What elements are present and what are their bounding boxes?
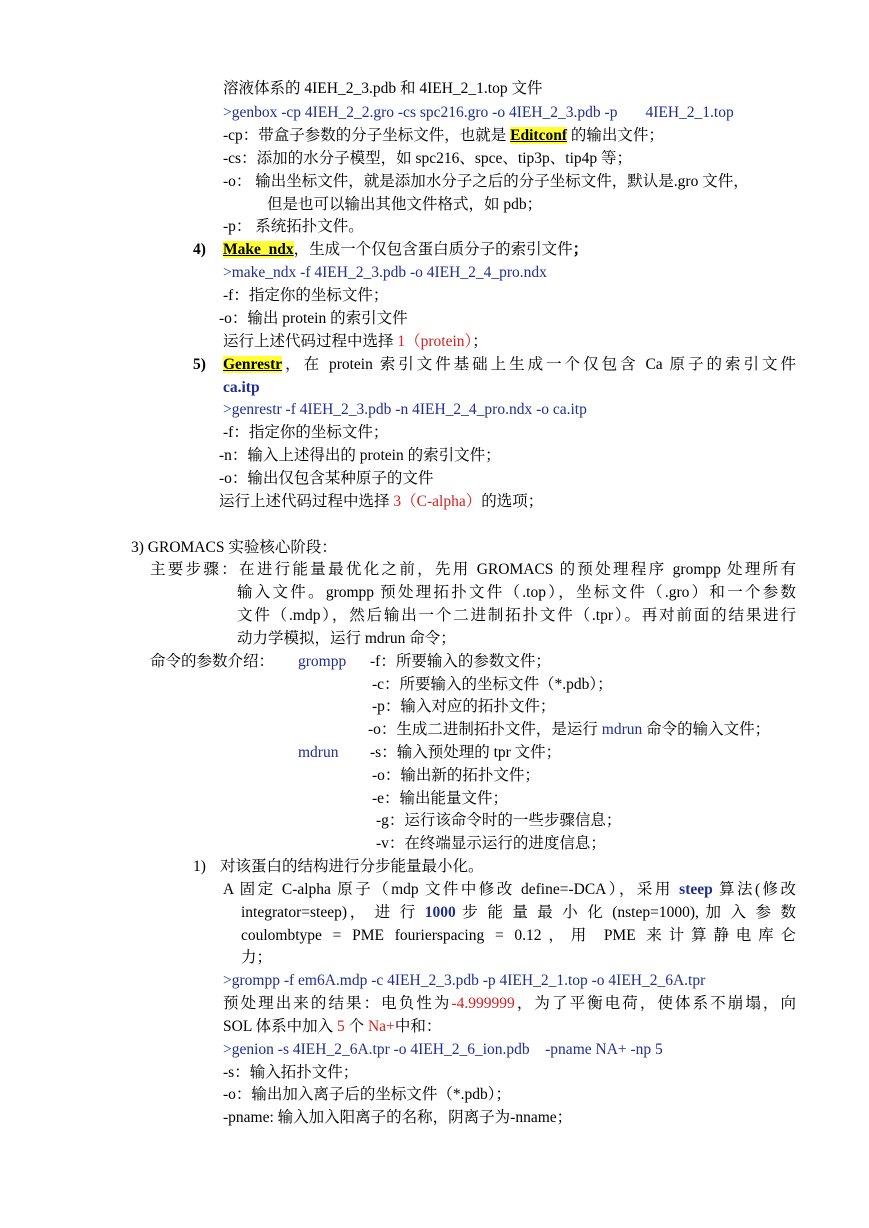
- genrestr-n-line: -n：输入上述得出的 protein 的索引文件；: [219, 447, 501, 464]
- genrestr-run-line: [219, 491, 543, 513]
- genrestr-command: >genrestr -f 4IEH_2_3.pdb -n 4IEH_2_4_pro.ndx -o ca.itp: [223, 401, 587, 418]
- min-a1-text: A 固定 C-alpha 原子（mdp 文件中修改 define=-DCA），采用: [223, 881, 680, 898]
- min-a2-suffix: 步 能 量 最 小 化 (nstep=1000), 加 入 参 数: [455, 904, 796, 921]
- genbox-cp-line: [223, 125, 664, 147]
- min-sol-line: [223, 1016, 441, 1038]
- min-pname-line: -pname: 输入加入阳离子的名称，阴离子为-nname；: [223, 1109, 573, 1126]
- genbox-command-a: >genbox -cp 4IEH_2_2.gro -cs spc216.gro -o 4IEH_2_3.pdb -p: [223, 104, 618, 121]
- min-sol-ion: Na+: [367, 1018, 395, 1035]
- min-a-line-2: [241, 902, 796, 924]
- grompp-o-suffix: 命令的输入文件；: [642, 721, 771, 738]
- mdrun-s: -s：输入预处理的 tpr 文件；: [370, 744, 562, 761]
- step-number-4: 4): [193, 241, 206, 258]
- step-number-5: 5): [193, 356, 206, 373]
- min-grompp-command: >grompp -f em6A.mdp -c 4IEH_2_3.pdb -p 4IEH_2_1.top -o 4IEH_2_6A.tpr: [223, 972, 706, 989]
- min-s-line: -s：输入拓扑文件；: [223, 1064, 359, 1081]
- min-genion-command: >genion -s 4IEH_2_6A.tpr -o 4IEH_2_6_ion.pdb -pname NA+ -np 5: [223, 1041, 663, 1058]
- grompp-f: -f：所要输入的参数文件；: [370, 653, 551, 670]
- genbox-p-line: -p： 系统拓扑文件。: [223, 218, 364, 235]
- min-title: 对该蛋白的结构进行分步能量最小化。: [220, 858, 484, 875]
- makendx-f-line: -f：指定你的坐标文件；: [223, 287, 389, 304]
- genbox-intro: 溶液体系的 4IEH_2_3.pdb 和 4IEH_2_1.top 文件: [223, 80, 543, 97]
- min-a-line-3: coulombtype = PME fourierspacing = 0.12，用 PME 来计算静电库仑: [241, 927, 796, 944]
- grompp-o: [368, 719, 770, 741]
- min-a-line-4: 力；: [241, 949, 273, 966]
- genrestr-o-line: -o：输出仅包含某种原子的文件: [219, 470, 434, 487]
- genbox-cs-line: -cs：添加的水分子模型，如 spc216、spce、tip3p、tip4p 等；: [223, 150, 633, 167]
- core-heading: 3) GROMACS 实验核心阶段：: [131, 539, 337, 556]
- min-step-number: 1): [193, 858, 206, 875]
- makendx-command: >make_ndx -f 4IEH_2_3.pdb -o 4IEH_2_4_pro.ndx: [223, 264, 547, 281]
- makendx-run-line: [223, 331, 488, 353]
- grompp-p: -p：输入对应的拓扑文件；: [372, 698, 556, 715]
- editconf-highlight: Editconf: [510, 127, 568, 144]
- genbox-command-b: 4IEH_2_1.top: [645, 104, 734, 121]
- genrestr-highlight: Genrestr: [223, 356, 283, 373]
- mdrun-e: -e：输出能量文件；: [372, 790, 509, 807]
- makendx-title: [223, 239, 588, 261]
- mdrun-g: -g：运行该命令时的一些步骤信息；: [376, 812, 622, 829]
- core-steps-4: 动力学模拟，运行 mdrun 命令；: [237, 630, 456, 647]
- min-result-value: -4.999999: [451, 995, 515, 1012]
- min-sol-text: SOL 体系中加入: [223, 1018, 337, 1035]
- min-sol-count: 5: [336, 1018, 345, 1035]
- makendx-run-text: 运行上述代码过程中选择: [223, 333, 398, 350]
- min-sol-mid: 个: [344, 1018, 368, 1035]
- makendx-title-text: ，生成一个仅包含蛋白质分子的索引文件: [293, 241, 573, 258]
- params-label: 命令的参数介绍：: [150, 653, 275, 670]
- min-result-line: [223, 993, 796, 1015]
- min-o-line: -o：输出加入离子后的坐标文件（*.pdb）；: [223, 1086, 512, 1103]
- min-sol-suffix: 中和：: [394, 1018, 442, 1035]
- makendx-run-suffix: ；: [472, 333, 488, 350]
- makendx-o-line: -o：输出 protein 的索引文件: [219, 310, 408, 327]
- mdrun-v: -v：在终端显示运行的进度信息；: [376, 835, 606, 852]
- genrestr-title: [223, 354, 796, 376]
- min-a1-steep: steep: [679, 881, 713, 898]
- core-steps-3: 文件（.mdp），然后输出一个二进制拓扑文件（.tpr）。再对前面的结果进行: [237, 607, 796, 624]
- grompp-c: -c：所要输入的坐标文件（*.pdb）；: [372, 676, 613, 693]
- genbox-cp-text: -cp：带盒子参数的分子坐标文件，也就是: [223, 127, 511, 144]
- mdrun-o: -o：输出新的拓扑文件；: [372, 767, 540, 784]
- grompp-label: grompp: [298, 653, 347, 670]
- genrestr-run-text: 运行上述代码过程中选择: [219, 493, 394, 510]
- makendx-highlight: Make_ndx: [223, 241, 294, 258]
- min-a2-steps: 1000: [424, 904, 456, 921]
- mdrun-label: mdrun: [298, 744, 339, 761]
- makendx-title-end: ；: [572, 241, 589, 258]
- min-a-line-1: [223, 879, 796, 901]
- grompp-o-mdrun: mdrun: [601, 721, 643, 738]
- min-a1-suffix: 算法(修改: [712, 881, 796, 898]
- genbox-cp-suffix: 的输出文件；: [567, 127, 664, 144]
- genrestr-title-text: ，在 protein 索引文件基础上生成一个仅包含 Ca 原子的索引文件: [282, 356, 796, 373]
- min-result-suffix: ，为了平衡电荷，使体系不崩塌，向: [514, 995, 796, 1012]
- genbox-command: [223, 102, 734, 124]
- core-steps-2: 输入文件。grompp 预处理拓扑文件（.top），坐标文件（.gro）和一个参数: [237, 584, 796, 601]
- genrestr-run-value: 3（C-alpha）: [393, 493, 482, 510]
- min-result-text: 预处理出来的结果：电负性为: [223, 995, 452, 1012]
- genrestr-title-itp: ca.itp: [223, 379, 260, 396]
- genbox-o-line-2: 但是也可以输出其他文件格式，如 pdb；: [267, 196, 543, 213]
- grompp-o-text: -o：生成二进制拓扑文件，是运行: [368, 721, 602, 738]
- genrestr-f-line: -f：指定你的坐标文件；: [223, 424, 389, 441]
- genbox-o-line-1: -o： 输出坐标文件，就是添加水分子之后的分子坐标文件，默认是.gro 文件，: [223, 173, 749, 190]
- genrestr-run-suffix: 的选项；: [481, 493, 544, 510]
- makendx-run-value: 1（protein）: [397, 333, 473, 350]
- core-steps-1: 主要步骤：在进行能量最优化之前，先用 GROMACS 的预处理程序 grompp 处理所有: [150, 561, 796, 578]
- min-a2-text: integrator=steep)， 进 行: [241, 904, 425, 921]
